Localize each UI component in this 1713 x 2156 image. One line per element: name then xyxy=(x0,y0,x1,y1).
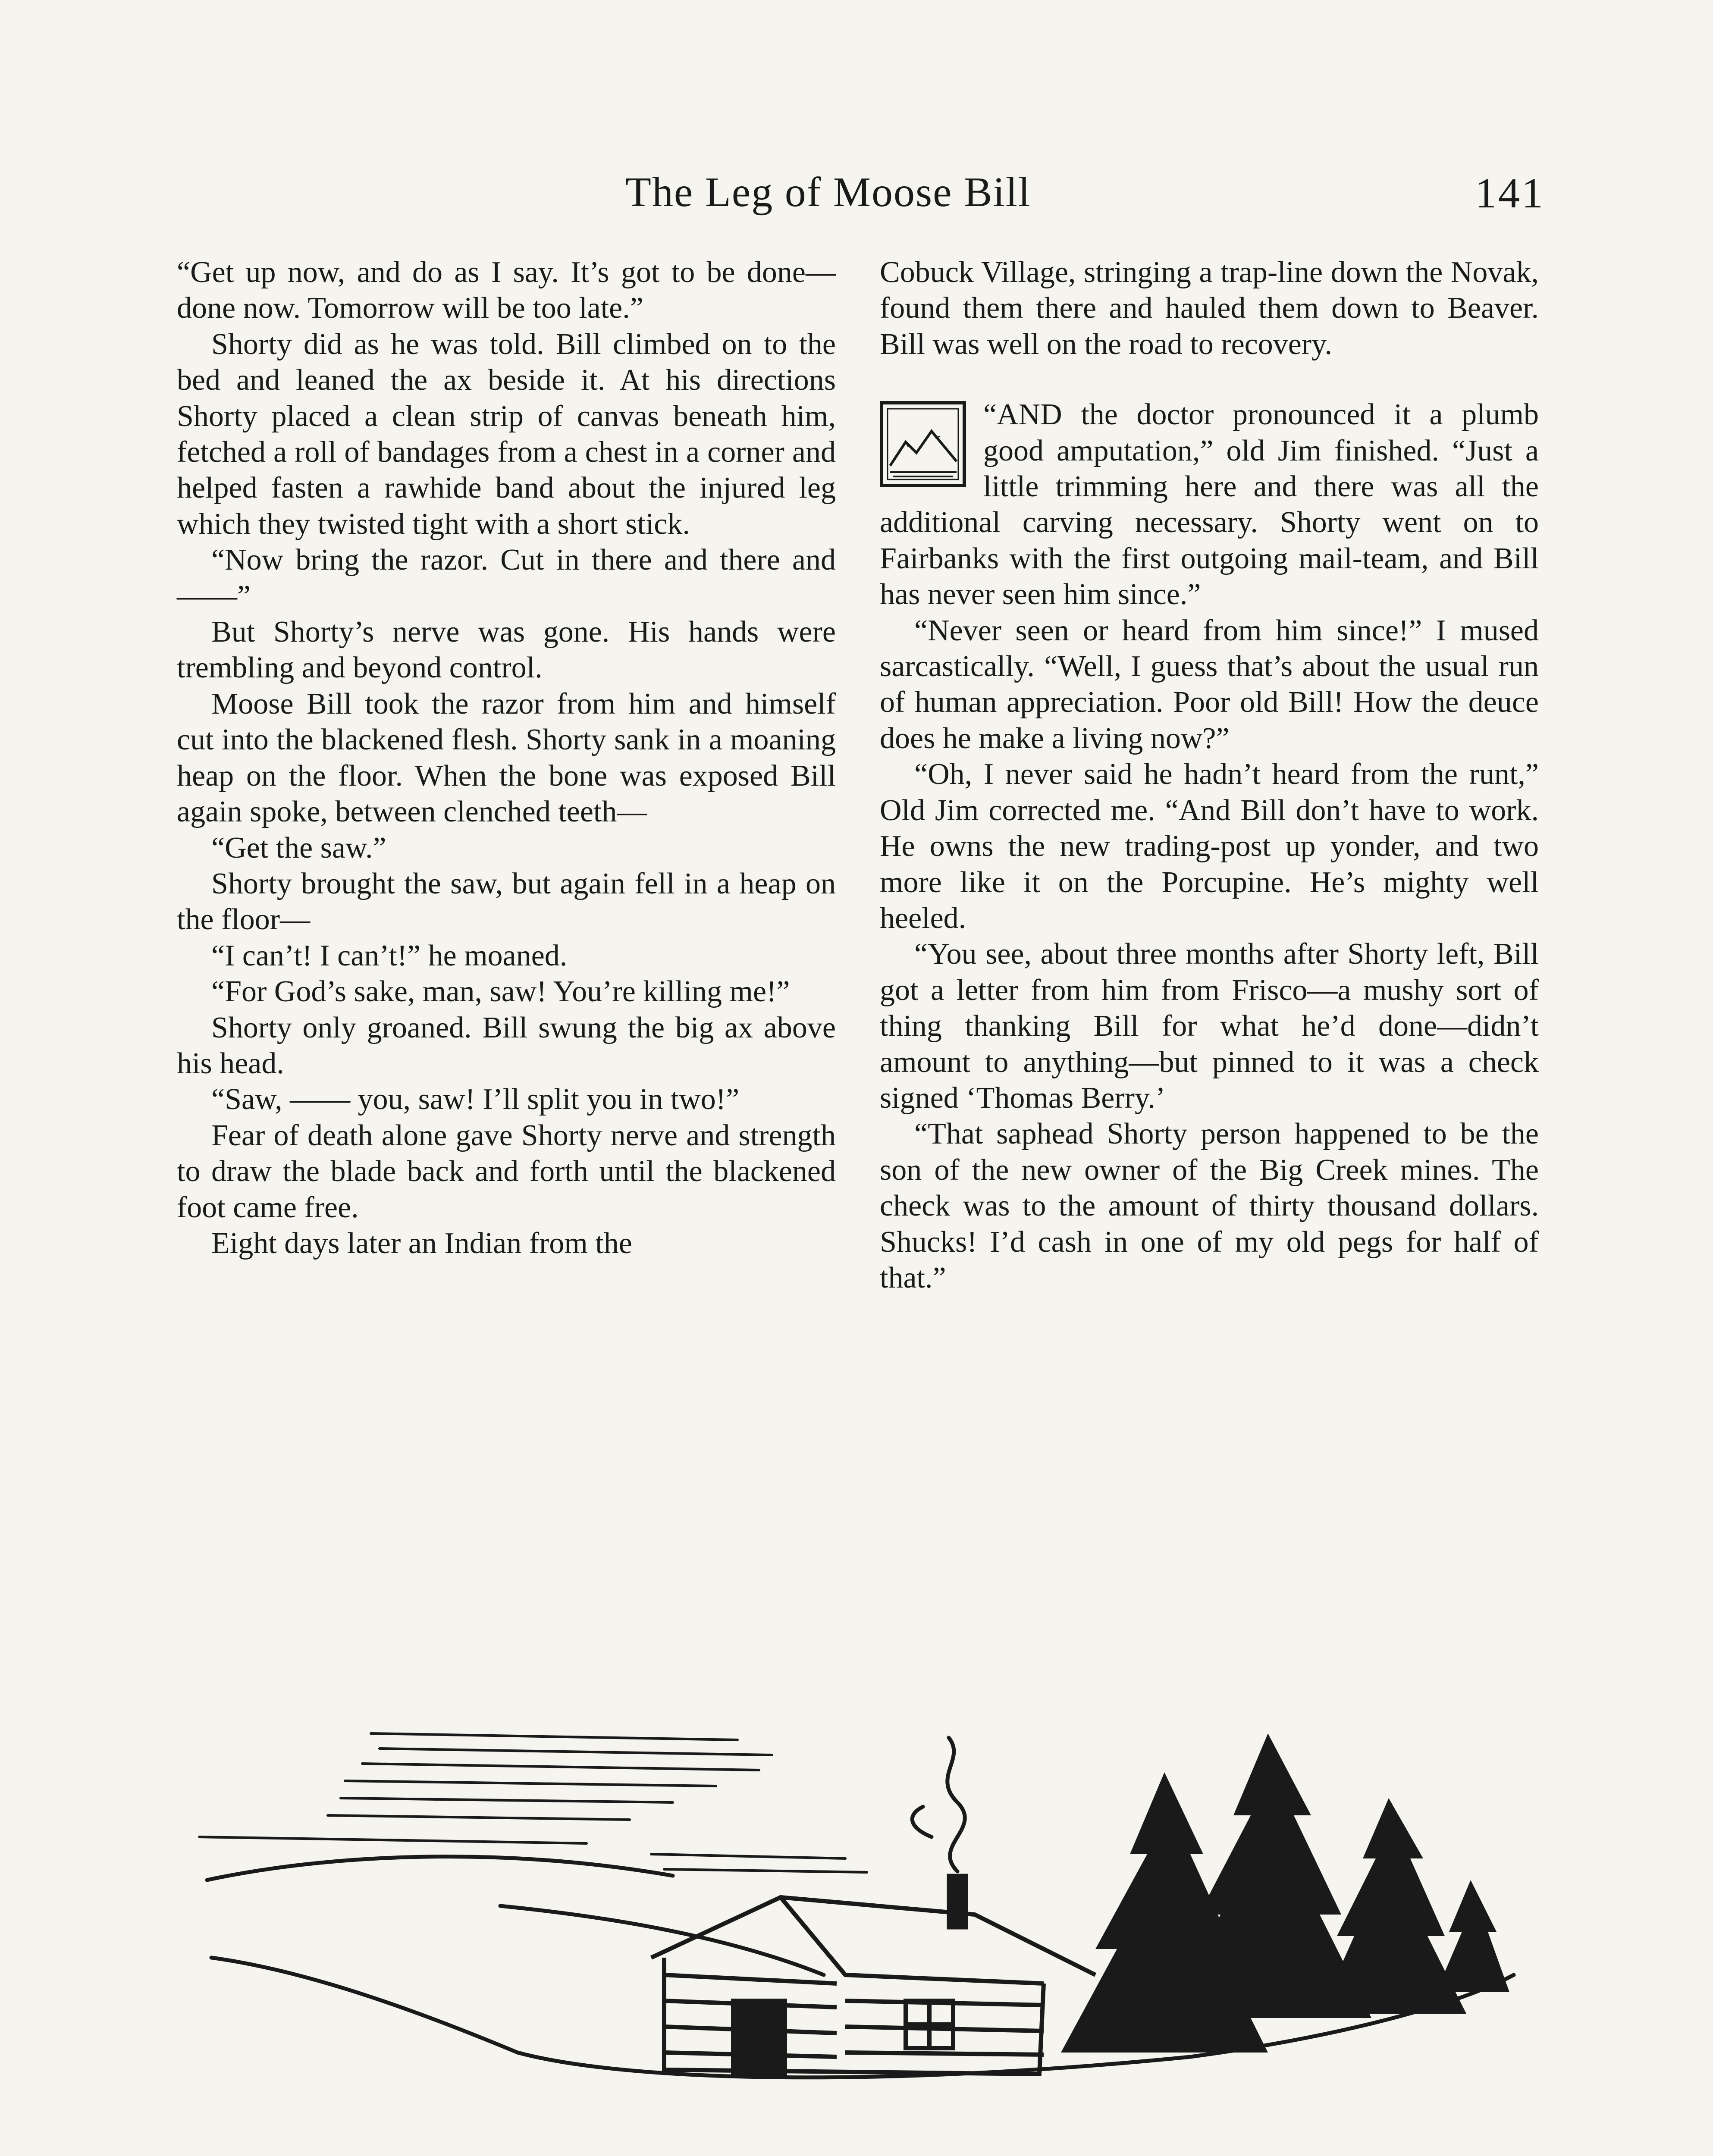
paragraph: “You see, about three months after Shorty left, Bill got a letter from him from Frisco—a mushy sort of thing thanking Bill for what he’d done—didn’t amount to anything—but pinned to it was a check signed ‘Thomas Berry.’ xyxy=(880,937,1539,1115)
paragraph: “For God’s sake, man, saw! You’re killing me!” xyxy=(211,975,790,1009)
paragraph: “Get up now, and do as I say. It’s got to be done—done now. Tomorrow will be too late.” xyxy=(177,256,836,325)
paragraph: “That saphead Shorty person happened to be the son of the new owner of the Big Creek mines. The check was to the amount of thirty thousand dollars. Shucks! I’d cash in one of my old pegs for half of that.” xyxy=(880,1117,1539,1294)
running-title: The Leg of Moose Bill xyxy=(625,169,1031,216)
paragraph: “Get the saw.” xyxy=(211,831,386,865)
paragraph: Cobuck Village, stringing a trap-line down the Novak, found them there and hauled them down to Beaver. Bill was well on the road to recovery. xyxy=(880,256,1539,361)
paragraph: Shorty did as he was told. Bill climbed on to the bed and leaned the ax beside it. At his directions Shorty placed a clean strip of canvas beneath him, fetched a roll of bandages from a chest in a corner and helped fasten a rawhide band about the injured leg which they twisted tight with a short stick. xyxy=(177,327,836,541)
paragraph: “Saw, —— you, saw! I’ll split you in two!” xyxy=(211,1083,740,1116)
dropcap-paragraph xyxy=(880,397,1539,612)
paragraph: “Never seen or heard from him since!” I mused sarcastically. “Well, I guess that’s about the usual run of human appreciation. Poor old Bill! How the deuce does he make a living now?” xyxy=(880,614,1539,755)
page-header xyxy=(0,168,1713,220)
paragraph: “I can’t! I can’t!” he moaned. xyxy=(211,939,568,972)
snowy-cabin-illustration xyxy=(198,1673,1518,2126)
chimney-smoke xyxy=(912,1738,966,1927)
paragraph: But Shorty’s nerve was gone. His hands were trembling and beyond control. xyxy=(177,615,836,685)
page-number: 141 xyxy=(1475,169,1545,217)
pine-trees xyxy=(1061,1733,1509,2053)
cabin xyxy=(651,1897,1095,2074)
left-column xyxy=(177,254,836,1261)
sky-hatching xyxy=(198,1733,867,1872)
dropcap-text: “AND the doctor pronounced it a plumb good amputation,” old Jim finished. “Just a little trimming here and there was all the additional carving necessary. Shorty went on to Fairbanks with the first outgoing mail-team, and Bill has never seen him since.” xyxy=(880,398,1539,611)
paragraph: Shorty only groaned. Bill swung the big ax above his head. xyxy=(177,1011,836,1080)
paragraph: Fear of death alone gave Shorty nerve and strength to draw the blade back and forth until the blackened foot came free. xyxy=(177,1119,836,1224)
paragraph: Shorty brought the saw, but again fell in a heap on the floor— xyxy=(177,867,836,937)
right-column xyxy=(880,254,1539,1296)
paragraph: “Oh, I never said he hadn’t heard from the runt,” Old Jim corrected me. “And Bill don’t have to work. He owns the new trading-post up yonder, and two more like it on the Porcupine. He’s mighty well heeled. xyxy=(880,758,1539,935)
paragraph: Eight days later an Indian from the xyxy=(211,1226,632,1260)
paragraph: “Now bring the razor. Cut in there and there and——” xyxy=(177,543,836,613)
paragraph: Moose Bill took the razor from him and himself cut into the blackened flesh. Shorty sank in a moaning heap on the floor. When the bone was exposed Bill again spoke, between clenched teeth— xyxy=(177,687,836,829)
ornamental-initial-icon xyxy=(880,401,966,487)
